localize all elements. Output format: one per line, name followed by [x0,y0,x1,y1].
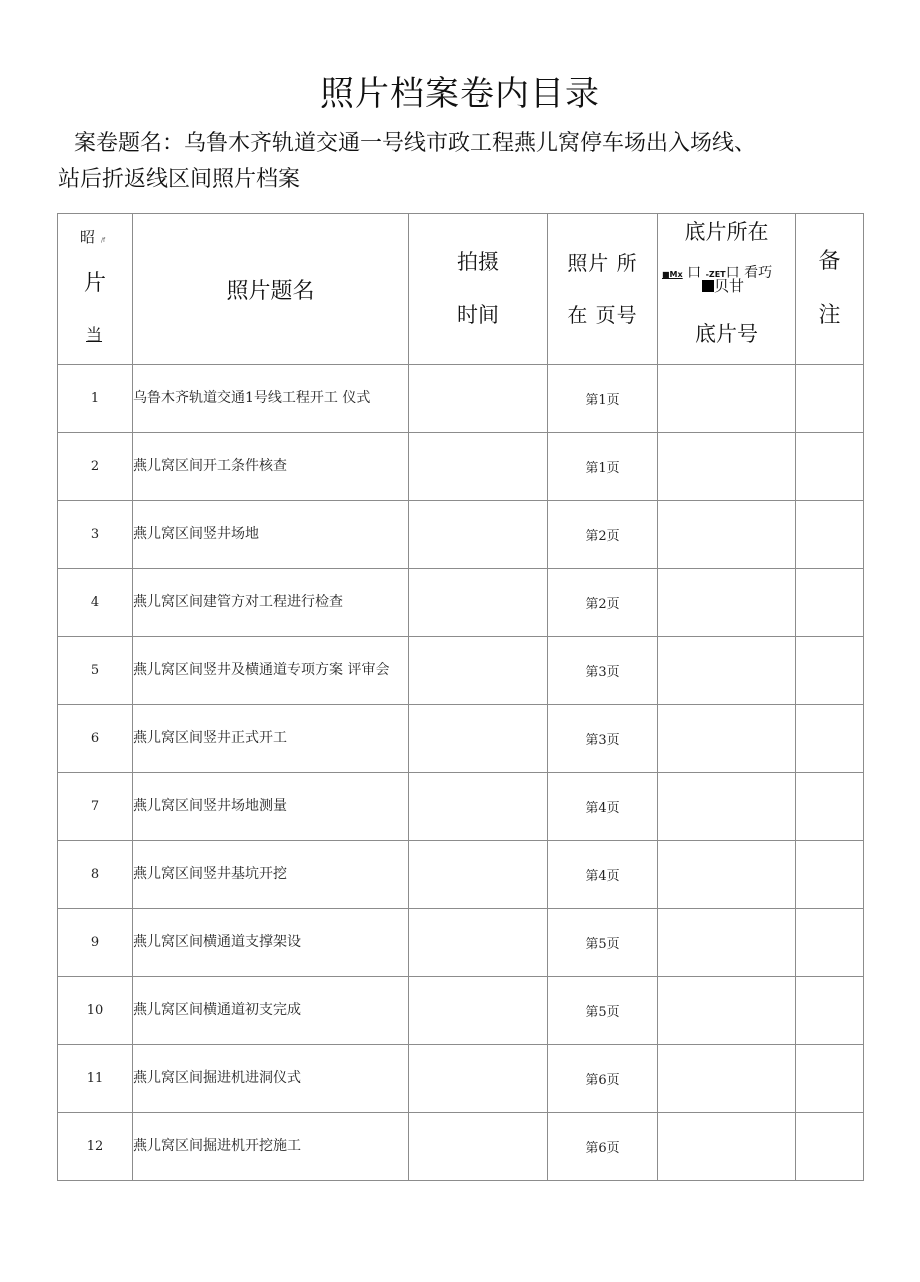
cell-title: 燕儿窝区间掘进机进洞仪式 [133,1045,409,1113]
header-negative-garbled: ■Mx 口 -ZET口 看巧 [662,265,773,281]
cell-number: 11 [58,1045,133,1113]
cell-page: 第4页 [548,773,658,841]
table-row [58,1045,864,1113]
cell-time [409,977,548,1045]
cell-title: 燕儿窝区间竖井场地 [133,501,409,569]
cell-negative [658,501,796,569]
table-row [58,501,864,569]
cell-title: 乌鲁木齐轨道交通1号线工程开工 仪式 [133,365,409,433]
header-photo-number [58,214,133,365]
cell-page: 第3页 [548,705,658,773]
cell-number: 6 [58,705,133,773]
cell-number: 9 [58,909,133,977]
header-num-char-2: 片 [84,271,107,296]
cell-negative [658,365,796,433]
cell-note [796,705,864,773]
archive-title [58,126,858,198]
cell-time [409,909,548,977]
cell-note [796,841,864,909]
header-time-line-2: 时间 [457,303,499,327]
header-shoot-time [409,214,548,365]
table-row [58,569,864,637]
page-title: 照片档案卷内目录 [320,74,600,114]
cell-page: 第4页 [548,841,658,909]
cell-negative [658,1045,796,1113]
cell-title: 燕儿窝区间建管方对工程进行检查 [133,569,409,637]
cell-negative [658,637,796,705]
header-negative-garbled-2: 贝甘 [702,275,744,296]
header-remarks [796,214,864,365]
cell-negative [658,977,796,1045]
cell-page: 第2页 [548,569,658,637]
cell-number: 3 [58,501,133,569]
cell-time [409,501,548,569]
cell-note [796,1113,864,1181]
cell-page: 第2页 [548,501,658,569]
cell-note [796,1045,864,1113]
table-row [58,637,864,705]
cell-time [409,365,548,433]
cell-time [409,841,548,909]
cell-note [796,637,864,705]
archive-title-line-2: 站后折返线区间照片档案 [58,167,301,192]
cell-page: 第6页 [548,1113,658,1181]
cell-number: 8 [58,841,133,909]
table-row [58,433,864,501]
table-row [58,365,864,433]
cell-note [796,773,864,841]
cell-time [409,705,548,773]
cell-negative [658,909,796,977]
table-row [58,977,864,1045]
cell-page: 第1页 [548,433,658,501]
table-header-row [58,214,864,365]
cell-page: 第5页 [548,909,658,977]
cell-negative [658,433,796,501]
cell-page: 第3页 [548,637,658,705]
cell-negative [658,705,796,773]
cell-page: 第5页 [548,977,658,1045]
header-note-line-1: 备 [818,249,841,274]
photo-catalog-table [57,213,864,1181]
cell-note [796,501,864,569]
header-page-line-2: 在 页号 [567,303,638,327]
cell-number: 4 [58,569,133,637]
cell-title: 燕儿窝区间竖井基坑开挖 [133,841,409,909]
cell-note [796,569,864,637]
cell-page: 第1页 [548,365,658,433]
cell-page: 第6页 [548,1045,658,1113]
cell-title: 燕儿窝区间掘进机开挖施工 [133,1113,409,1181]
cell-note [796,909,864,977]
cell-title: 燕儿窝区间开工条件核查 [133,433,409,501]
cell-time [409,773,548,841]
cell-title: 燕儿窝区间竖井场地测量 [133,773,409,841]
table-row [58,909,864,977]
black-square-icon [702,280,714,292]
table-row [58,841,864,909]
header-negative-number: 底片号 [695,322,758,346]
header-num-char-1: 昭 /f [80,228,106,246]
header-num-char-3: 当 [86,325,103,344]
header-note-line-2: 注 [818,303,841,328]
cell-number: 2 [58,433,133,501]
header-photo-title: 照片题名 [133,214,409,365]
header-negative-location [658,214,796,365]
cell-time [409,637,548,705]
cell-negative [658,1113,796,1181]
cell-negative [658,841,796,909]
cell-title: 燕儿窝区间竖井及横通道专项方案 评审会 [133,637,409,705]
header-page-line-1: 照片 所 [567,251,638,275]
cell-title: 燕儿窝区间竖井正式开工 [133,705,409,773]
cell-number: 7 [58,773,133,841]
table-row [58,1113,864,1181]
cell-number: 1 [58,365,133,433]
cell-time [409,433,548,501]
cell-number: 12 [58,1113,133,1181]
cell-time [409,1113,548,1181]
cell-negative [658,773,796,841]
archive-title-line-1: 案卷题名：乌鲁木齐轨道交通一号线市政工程燕儿窝停车场出入场线、 [74,131,757,156]
header-page-number [548,214,658,365]
cell-time [409,1045,548,1113]
table-row [58,705,864,773]
cell-note [796,977,864,1045]
table-row [58,773,864,841]
cell-title: 燕儿窝区间横通道支撑架设 [133,909,409,977]
cell-note [796,365,864,433]
cell-number: 5 [58,637,133,705]
cell-negative [658,569,796,637]
header-negative-line-1: 底片所在 [684,220,769,244]
cell-time [409,569,548,637]
cell-note [796,433,864,501]
cell-title: 燕儿窝区间横通道初支完成 [133,977,409,1045]
header-time-line-1: 拍摄 [457,250,499,274]
cell-number: 10 [58,977,133,1045]
